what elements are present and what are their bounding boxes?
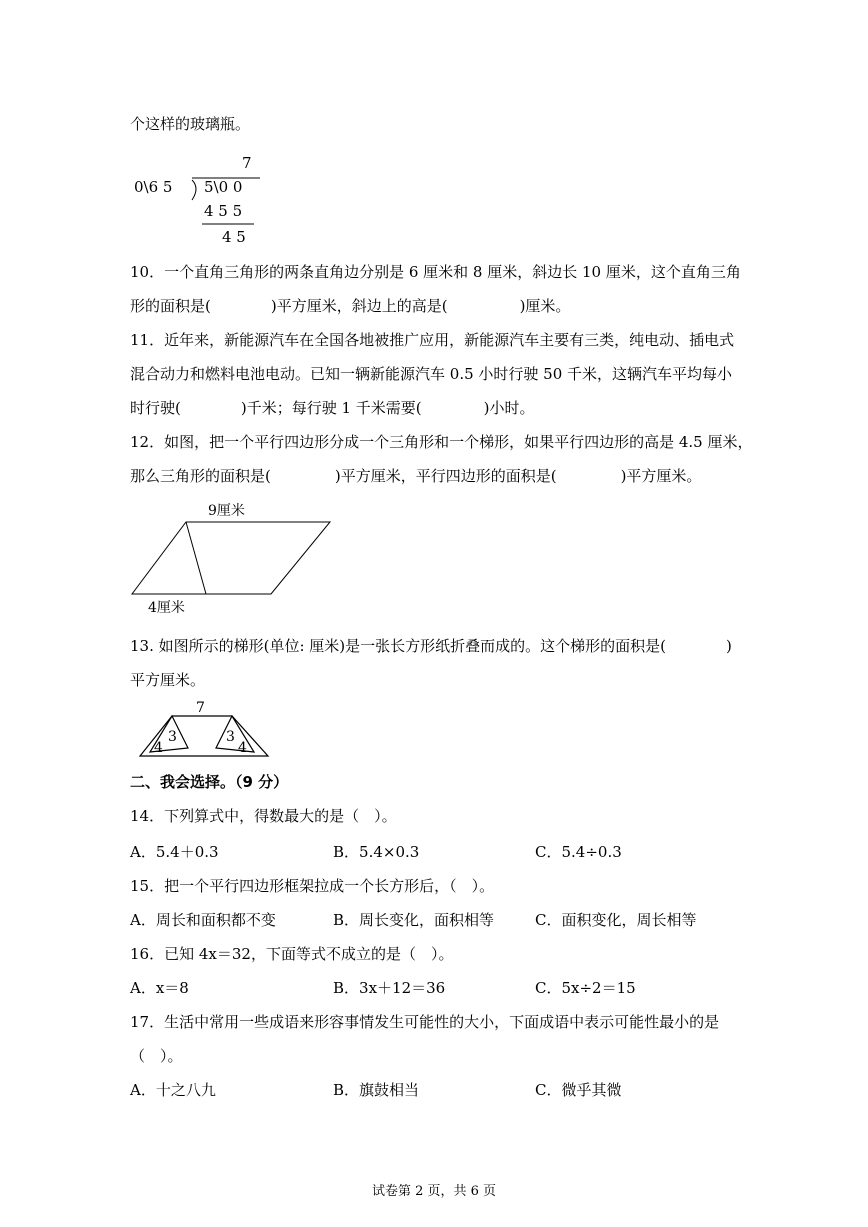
q15-option-c: C．面积变化，周长相等 bbox=[535, 911, 697, 929]
q17-option-b: B．旗鼓相当 bbox=[333, 1081, 420, 1099]
q14-option-a: A．5.4＋0.3 bbox=[130, 843, 219, 861]
dividend: 5\0 0 bbox=[204, 178, 243, 196]
right-fold-4-label: 4 bbox=[238, 740, 247, 756]
q14-option-b: B．5.4×0.3 bbox=[333, 843, 420, 861]
q10-line1: 10．一个直角三角形的两条直角边分别是 6 厘米和 8 厘米，斜边长 10 厘米，这个直角三角 bbox=[130, 263, 741, 281]
quotient: 7 bbox=[242, 154, 252, 172]
q15-stem: 15．把一个平行四边形框架拉成一个长方形后，（ ）。 bbox=[130, 877, 495, 895]
page-footer: 试卷第 2 页，共 6 页 bbox=[371, 1184, 497, 1199]
q13-line2: 平方厘米。 bbox=[130, 671, 206, 689]
q17-option-c: C．微乎其微 bbox=[535, 1081, 622, 1099]
long-division-figure bbox=[130, 150, 280, 250]
q16-option-a: A．x＝8 bbox=[130, 979, 189, 997]
divisor: 0\6 5 bbox=[134, 178, 173, 196]
q13-line1: 13. 如图所示的梯形(单位: 厘米)是一张长方形纸折叠而成的。这个梯形的面积是( ) bbox=[130, 637, 732, 655]
q15-option-a: A．周长和面积都不变 bbox=[130, 911, 276, 929]
q12-line1: 12．如图，把一个平行四边形分成一个三角形和一个梯形，如果平行四边形的高是 4.5 厘米， bbox=[130, 433, 753, 451]
q10-line2: 形的面积是( )平方厘米，斜边上的高是( )厘米。 bbox=[130, 297, 571, 315]
left-fold-3-label: 3 bbox=[168, 729, 177, 745]
remainder: 4 5 bbox=[222, 228, 246, 246]
q16-option-b: B．3x＋12＝36 bbox=[333, 979, 446, 997]
q11-line3: 时行驶( )千米；每行驶 1 千米需要( )小时。 bbox=[130, 399, 535, 417]
trapezoid-figure bbox=[134, 698, 274, 762]
bottom-length-label: 4厘米 bbox=[148, 600, 185, 616]
section-heading: 二、我会选择。（9 分） bbox=[130, 773, 289, 791]
right-fold-3-label: 3 bbox=[226, 729, 235, 745]
q11-line2: 混合动力和燃料电池电动。已知一辆新能源汽车 0.5 小时行驶 50 千米，这辆汽车平均每小 bbox=[130, 365, 733, 383]
parallelogram-figure bbox=[126, 498, 336, 620]
q16-option-c: C．5x÷2＝15 bbox=[535, 979, 636, 997]
q15-option-b: B．周长变化，面积相等 bbox=[333, 911, 495, 929]
q14-stem: 14．下列算式中，得数最大的是（ ）。 bbox=[130, 807, 397, 825]
q14-option-c: C．5.4÷0.3 bbox=[535, 843, 622, 861]
q16-stem: 16．已知 4x＝32，下面等式不成立的是（ ）。 bbox=[130, 945, 454, 963]
top-length-label: 9厘米 bbox=[208, 503, 245, 519]
q17-line2: （ ）。 bbox=[130, 1047, 183, 1065]
q12-line2: 那么三角形的面积是( )平方厘米，平行四边形的面积是( )平方厘米。 bbox=[130, 467, 702, 485]
q17-option-a: A．十之八九 bbox=[130, 1081, 216, 1099]
question-continuation: 个这样的玻璃瓶。 bbox=[130, 115, 251, 133]
q17-line1: 17．生活中常用一些成语来形容事情发生可能性的大小，下面成语中表示可能性最小的是 bbox=[130, 1013, 720, 1031]
trapezoid-top-label: 7 bbox=[196, 700, 205, 716]
left-fold-4-label: 4 bbox=[154, 740, 163, 756]
product: 4 5 5 bbox=[204, 202, 243, 220]
q11-line1: 11．近年来，新能源汽车在全国各地被推广应用，新能源汽车主要有三类，纯电动、插电式 bbox=[130, 331, 735, 349]
